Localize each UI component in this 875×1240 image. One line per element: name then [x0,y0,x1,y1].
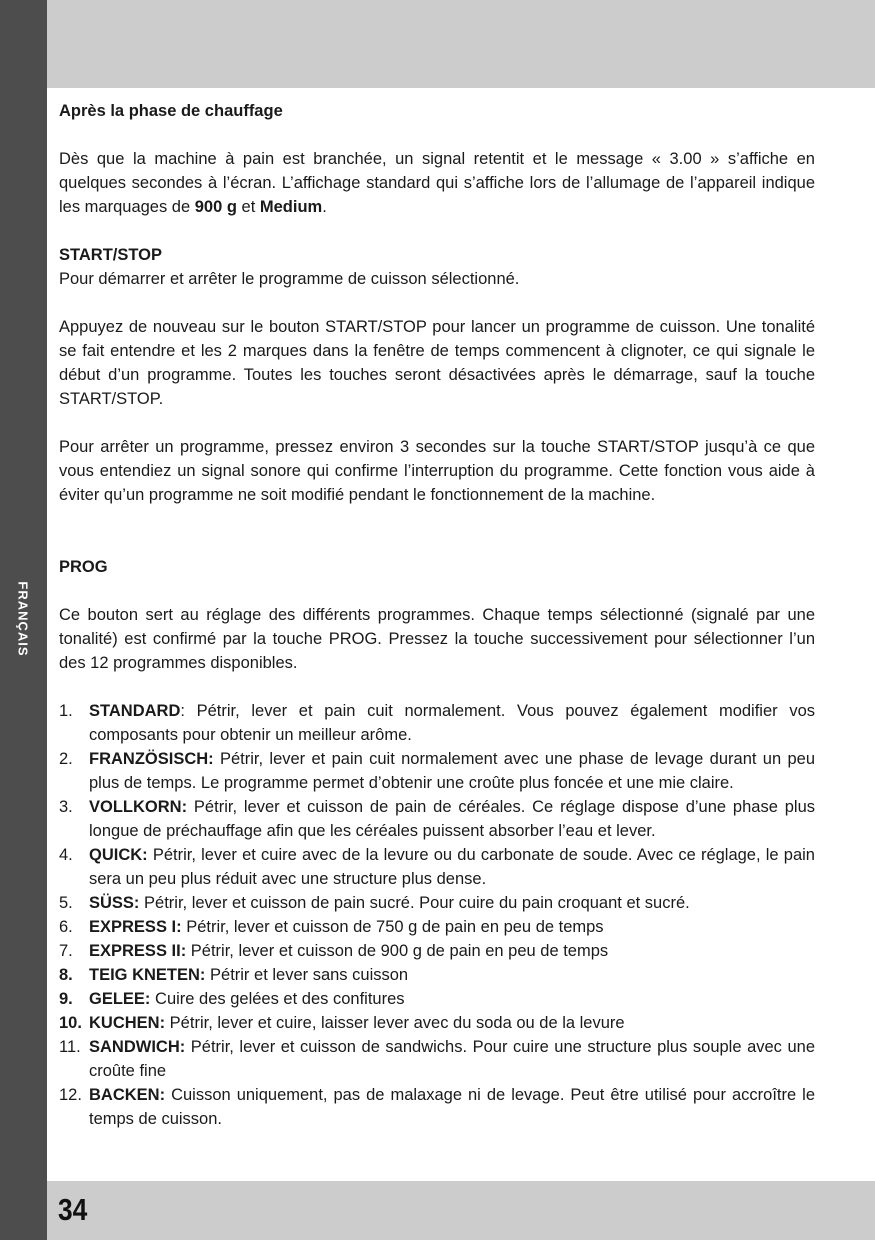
page-number: 34 [58,1192,88,1227]
program-list [59,699,815,1131]
program-item: 12. BACKEN: Cuisson uniquement, pas de malaxage ni de levage. Peut être utilisé pour accroître le temps de cuisson. [59,1086,815,1128]
paragraph-start-stop-stop: Pour arrêter un programme, pressez environ 3 secondes sur la touche START/STOP jusqu’à ce que vous entendiez un signal sonore qui confirme l’interruption du programme. Cette fonction vous aide à éviter qu’un programme ne soit modifié pendant le fonctionnement de la machine. [59,438,815,504]
program-item: 8. TEIG KNETEN: Pétrir et lever sans cuisson [59,966,409,984]
weight-marking: 900 g [194,198,237,216]
footer-band [47,1181,875,1240]
program-item: 5. SÜSS: Pétrir, lever et cuisson de pain sucré. Pour cuire du pain croquant et sucré. [59,894,690,912]
header-band [47,0,875,88]
program-item: 4. QUICK: Pétrir, lever et cuire avec de la levure ou du carbonate de soude. Avec ce réglage, le pain sera un peu plus réduit avec une structure plus dense. [59,846,815,888]
program-item: 1. STANDARD: Pétrir, lever et pain cuit normalement. Vous pouvez également modifier vos composants pour obtenir un meilleur arôme. [59,702,815,744]
program-item: 6. EXPRESS I: Pétrir, lever et cuisson de 750 g de pain en peu de temps [59,918,604,936]
language-label: FRANÇAIS [15,581,31,657]
page-content [59,99,815,1131]
program-item: 10. KUCHEN: Pétrir, lever et cuire, laisser lever avec du soda ou de la levure [59,1014,625,1032]
program-item: 2. FRANZÖSISCH: Pétrir, lever et pain cuit normalement avec une phase de levage durant un peu plus de temps. Le programme permet d’obtenir une croûte plus foncée et une mie claire. [59,750,815,792]
paragraph-after-heating: Dès que la machine à pain est branchée, un signal retentit et le message « 3.00 » s’affiche en quelques secondes à l’écran. L’affichage standard qui s’affiche lors de l’allumage de l’appareil indique les marquages de 900 g et Medium. [59,150,815,216]
paragraph-prog: Ce bouton sert au réglage des différents programmes. Chaque temps sélectionné (signalé par une tonalité) est confirmé par la touche PROG. Pressez la touche successivement pour sélectionner l’un des 12 programmes disponibles. [59,606,815,672]
heading-start-stop: START/STOP [59,246,162,264]
language-sidebar [0,0,47,1240]
program-item: 3. VOLLKORN: Pétrir, lever et cuisson de pain de céréales. Ce réglage dispose d’une phase plus longue de préchauffage afin que les céréales puissent absorber l’eau et lever. [59,798,815,840]
paragraph-start-stop-intro: Pour démarrer et arrêter le programme de cuisson sélectionné. [59,270,520,288]
level-marking: Medium [259,198,323,216]
heading-prog: PROG [59,558,108,576]
heading-after-heating: Après la phase de chauffage [59,102,283,120]
paragraph-start-stop-launch: Appuyez de nouveau sur le bouton START/STOP pour lancer un programme de cuisson. Une tonalité se fait entendre et les 2 marques dans la fenêtre de temps commencent à clignoter, ce qui signale le début d’un programme. Toutes les touches seront désactivées après le démarrage, sauf la touche START/STOP. [59,318,815,408]
program-item: 9. GELEE: Cuire des gelées et des confitures [59,990,405,1008]
program-item: 11. SANDWICH: Pétrir, lever et cuisson de sandwichs. Pour cuire une structure plus souple avec une croûte fine [59,1038,815,1080]
program-item: 7. EXPRESS II: Pétrir, lever et cuisson de 900 g de pain en peu de temps [59,942,609,960]
